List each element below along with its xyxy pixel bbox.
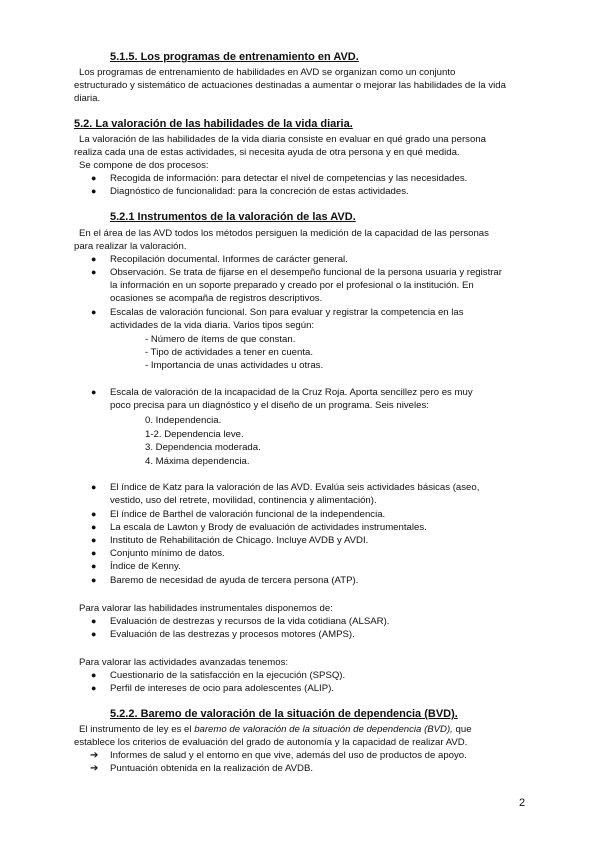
bullet-icon: ●	[91, 548, 97, 558]
arrow-right-icon: ➔	[90, 763, 99, 774]
paragraph-line: estructurado y sistemático de actuaciones destinadas a aumentar o mejorar las habilidades de la vida	[74, 80, 506, 91]
paragraph-line: Para valorar las habilidades instrumentales disponemos de:	[79, 603, 333, 614]
paragraph-line: La valoración de las habilidades de la vida diaria consiste en evaluar en qué grado una persona	[79, 134, 486, 145]
section-title-5-2-2: 5.2.2. Baremo de valoración de la situación de dependencia (BVD).	[110, 708, 458, 720]
bullet-icon: ●	[91, 561, 97, 571]
paragraph-line	[79, 723, 472, 736]
list-item: Instituto de Rehabilitación de Chicago. Incluye AVDB y AVDI.	[110, 535, 369, 546]
paragraph-line: Para valorar las actividades avanzadas tenemos:	[79, 657, 289, 668]
paragraph-line: Los programas de entrenamiento de habilidades en AVD se organizan como un conjunto	[79, 67, 456, 78]
list-item-cont: poco precisa para un diagnóstico y el diseño de un programa. Seis niveles:	[110, 400, 429, 411]
list-item: El índice de Barthel de valoración funcional de la independencia.	[110, 509, 386, 520]
bullet-icon: ●	[91, 254, 97, 264]
text-run: que	[452, 724, 472, 735]
page-number: 2	[519, 797, 526, 809]
bullet-icon: ●	[91, 173, 97, 183]
paragraph-line: para realizar la valoración.	[74, 241, 187, 252]
list-item: Recopilación documental. Informes de carácter general.	[110, 254, 348, 265]
sub-item: - Tipo de actividades a tener en cuenta.	[145, 347, 313, 358]
section-title-5-1-5: 5.1.5. Los programas de entrenamiento en AVD.	[110, 51, 359, 63]
list-item: Evaluación de las destrezas y procesos motores (AMPS).	[110, 629, 355, 640]
paragraph-line: diaria.	[74, 93, 101, 104]
list-item-cont: ocasiones se acompaña de registros descriptivos.	[110, 293, 323, 304]
bullet-icon: ●	[91, 522, 97, 532]
list-item: Conjunto mínimo de datos.	[110, 548, 225, 559]
sub-item: - Importancia de unas actividades u otras.	[145, 360, 324, 371]
list-item-cont: actividades de la vida diaria. Varios tipos según:	[110, 320, 315, 331]
bullet-icon: ●	[91, 482, 97, 492]
list-item: Observación. Se trata de fijarse en el desempeño funcional de la persona usuaria y registrar	[110, 267, 502, 278]
level-item: 0. Independencia.	[145, 415, 222, 426]
paragraph-line: En el área de las AVD todos los métodos persiguen la medición de la capacidad de las personas	[79, 228, 489, 239]
list-item: Informes de salud y el entorno en que vive, además del uso de productos de apoyo.	[110, 750, 467, 761]
section-title-5-2-1: 5.2.1 Instrumentos de la valoración de las AVD.	[110, 211, 356, 223]
bullet-icon: ●	[91, 509, 97, 519]
bullet-icon: ●	[91, 575, 97, 585]
paragraph-line: Se compone de dos procesos:	[79, 160, 209, 171]
list-item: Escala de valoración de la incapacidad de la Cruz Roja. Aporta sencillez pero es muy	[110, 387, 473, 398]
list-item: Puntuación obtenida en la realización de AVDB.	[110, 763, 314, 774]
italic-run: baremo de valoración de la situación de dependencia (BVD),	[194, 724, 453, 735]
bullet-icon: ●	[91, 307, 97, 317]
list-item-cont: la información en un soporte preparado y creado por el profesional o la institución. En	[110, 280, 474, 291]
list-item: Diagnóstico de funcionalidad: para la concreción de estas actividades.	[110, 186, 409, 197]
bullet-icon: ●	[91, 267, 97, 277]
list-item-cont: vestido, uso del retrete, movilidad, continencia y alimentación).	[110, 495, 377, 506]
list-item: Escalas de valoración funcional. Son para evaluar y registrar la competencia en las	[110, 307, 464, 318]
level-item: 3. Dependencia moderada.	[145, 442, 261, 453]
list-item: Baremo de necesidad de ayuda de tercera persona (ATP).	[110, 575, 359, 586]
paragraph-line: establece los criterios de evaluación del grado de autonomía y la capacidad de realizar AVD.	[74, 737, 468, 748]
list-item: La escala de Lawton y Brody de evaluación de actividades instrumentales.	[110, 522, 427, 533]
bullet-icon: ●	[91, 683, 97, 693]
list-item: Evaluación de destrezas y recursos de la vida cotidiana (ALSAR).	[110, 616, 390, 627]
sub-item: - Número de ítems de que constan.	[145, 334, 296, 345]
list-item: Perfil de intereses de ocio para adolescentes (ALIP).	[110, 683, 334, 694]
bullet-icon: ●	[91, 387, 97, 397]
list-item: Cuestionario de la satisfacción en la ejecución (SPSQ).	[110, 670, 346, 681]
bullet-icon: ●	[91, 616, 97, 626]
list-item: Recogida de información: para detectar el nivel de competencias y las necesidades.	[110, 173, 468, 184]
bullet-icon: ●	[91, 670, 97, 680]
bullet-icon: ●	[91, 535, 97, 545]
bullet-icon: ●	[91, 186, 97, 196]
level-item: 1-2. Dependencia leve.	[145, 429, 244, 440]
text-run: El instrumento de ley es el	[79, 724, 195, 735]
bullet-icon: ●	[91, 629, 97, 639]
level-item: 4. Máxima dependencia.	[145, 456, 250, 467]
paragraph-line: realiza cada una de estas actividades, si necesita ayuda de otra persona y en qué medida.	[74, 147, 460, 158]
list-item: El índice de Katz para la valoración de las AVD. Evalúa seis actividades básicas (aseo,	[110, 482, 480, 493]
section-title-5-2: 5.2. La valoración de las habilidades de la vida diaria.	[74, 118, 353, 130]
arrow-right-icon: ➔	[90, 750, 99, 761]
list-item: Índice de Kenny.	[110, 561, 181, 572]
